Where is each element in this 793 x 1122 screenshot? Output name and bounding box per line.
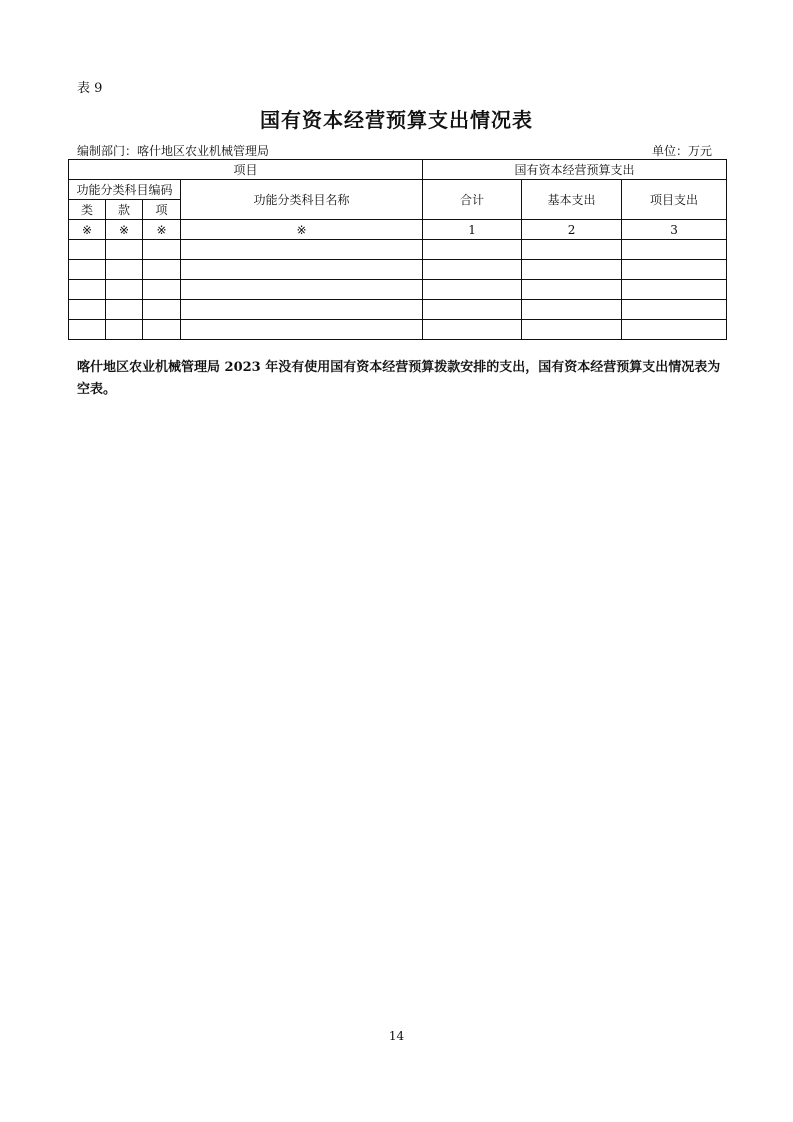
empty-cell — [106, 280, 143, 300]
table-label: 表 9 — [77, 81, 103, 96]
empty-cell — [143, 300, 181, 320]
empty-cell — [423, 240, 522, 260]
empty-cell — [622, 240, 727, 260]
table-row — [69, 240, 727, 260]
empty-cell — [106, 300, 143, 320]
empty-cell — [69, 320, 106, 340]
header-class: 类 — [69, 200, 106, 220]
empty-cell — [106, 260, 143, 280]
empty-cell — [423, 300, 522, 320]
index-cell: 1 — [423, 220, 522, 240]
budget-table — [68, 159, 727, 340]
empty-cell — [622, 260, 727, 280]
header-total: 合计 — [423, 180, 522, 220]
header-code: 功能分类科目编码 — [69, 180, 181, 200]
header-project-exp: 项目支出 — [622, 180, 727, 220]
empty-cell — [522, 300, 622, 320]
empty-cell — [143, 240, 181, 260]
index-cell: ※ — [143, 220, 181, 240]
empty-cell — [181, 280, 423, 300]
index-cell: 3 — [622, 220, 727, 240]
empty-cell — [69, 280, 106, 300]
header-expenditure: 国有资本经营预算支出 — [423, 160, 727, 180]
table-row — [69, 260, 727, 280]
page-title: 国有资本经营预算支出情况表 — [260, 108, 533, 132]
department-label: 编制部门：喀什地区农业机械管理局 — [77, 144, 270, 158]
empty-cell — [69, 260, 106, 280]
empty-cell — [423, 280, 522, 300]
empty-cell — [181, 300, 423, 320]
empty-cell — [423, 320, 522, 340]
header-section: 款 — [106, 200, 143, 220]
table-row — [69, 320, 727, 340]
empty-cell — [181, 320, 423, 340]
empty-cell — [143, 280, 181, 300]
empty-cell — [522, 240, 622, 260]
empty-cell — [181, 260, 423, 280]
empty-cell — [622, 300, 727, 320]
empty-cell — [423, 260, 522, 280]
index-cell: ※ — [69, 220, 106, 240]
table-row — [69, 280, 727, 300]
empty-cell — [181, 240, 423, 260]
index-cell: ※ — [181, 220, 423, 240]
empty-cell — [69, 300, 106, 320]
empty-cell — [622, 280, 727, 300]
empty-cell — [522, 280, 622, 300]
empty-cell — [69, 240, 106, 260]
header-item: 项 — [143, 200, 181, 220]
empty-table-note: 喀什地区农业机械管理局 2023 年没有使用国有资本经营预算拨款安排的支出，国有资本经营预算支出情况表为空表。 — [77, 360, 721, 397]
unit-label: 单位：万元 — [652, 144, 713, 158]
header-project: 项目 — [69, 160, 423, 180]
header-basic: 基本支出 — [522, 180, 622, 220]
header-name: 功能分类科目名称 — [181, 180, 423, 220]
empty-cell — [143, 320, 181, 340]
empty-cell — [143, 260, 181, 280]
empty-cell — [106, 240, 143, 260]
page-number: 14 — [388, 1029, 405, 1043]
empty-cell — [622, 320, 727, 340]
table-row — [69, 300, 727, 320]
index-cell: ※ — [106, 220, 143, 240]
index-cell: 2 — [522, 220, 622, 240]
empty-cell — [522, 260, 622, 280]
empty-cell — [522, 320, 622, 340]
empty-rows — [69, 240, 727, 340]
empty-cell — [106, 320, 143, 340]
